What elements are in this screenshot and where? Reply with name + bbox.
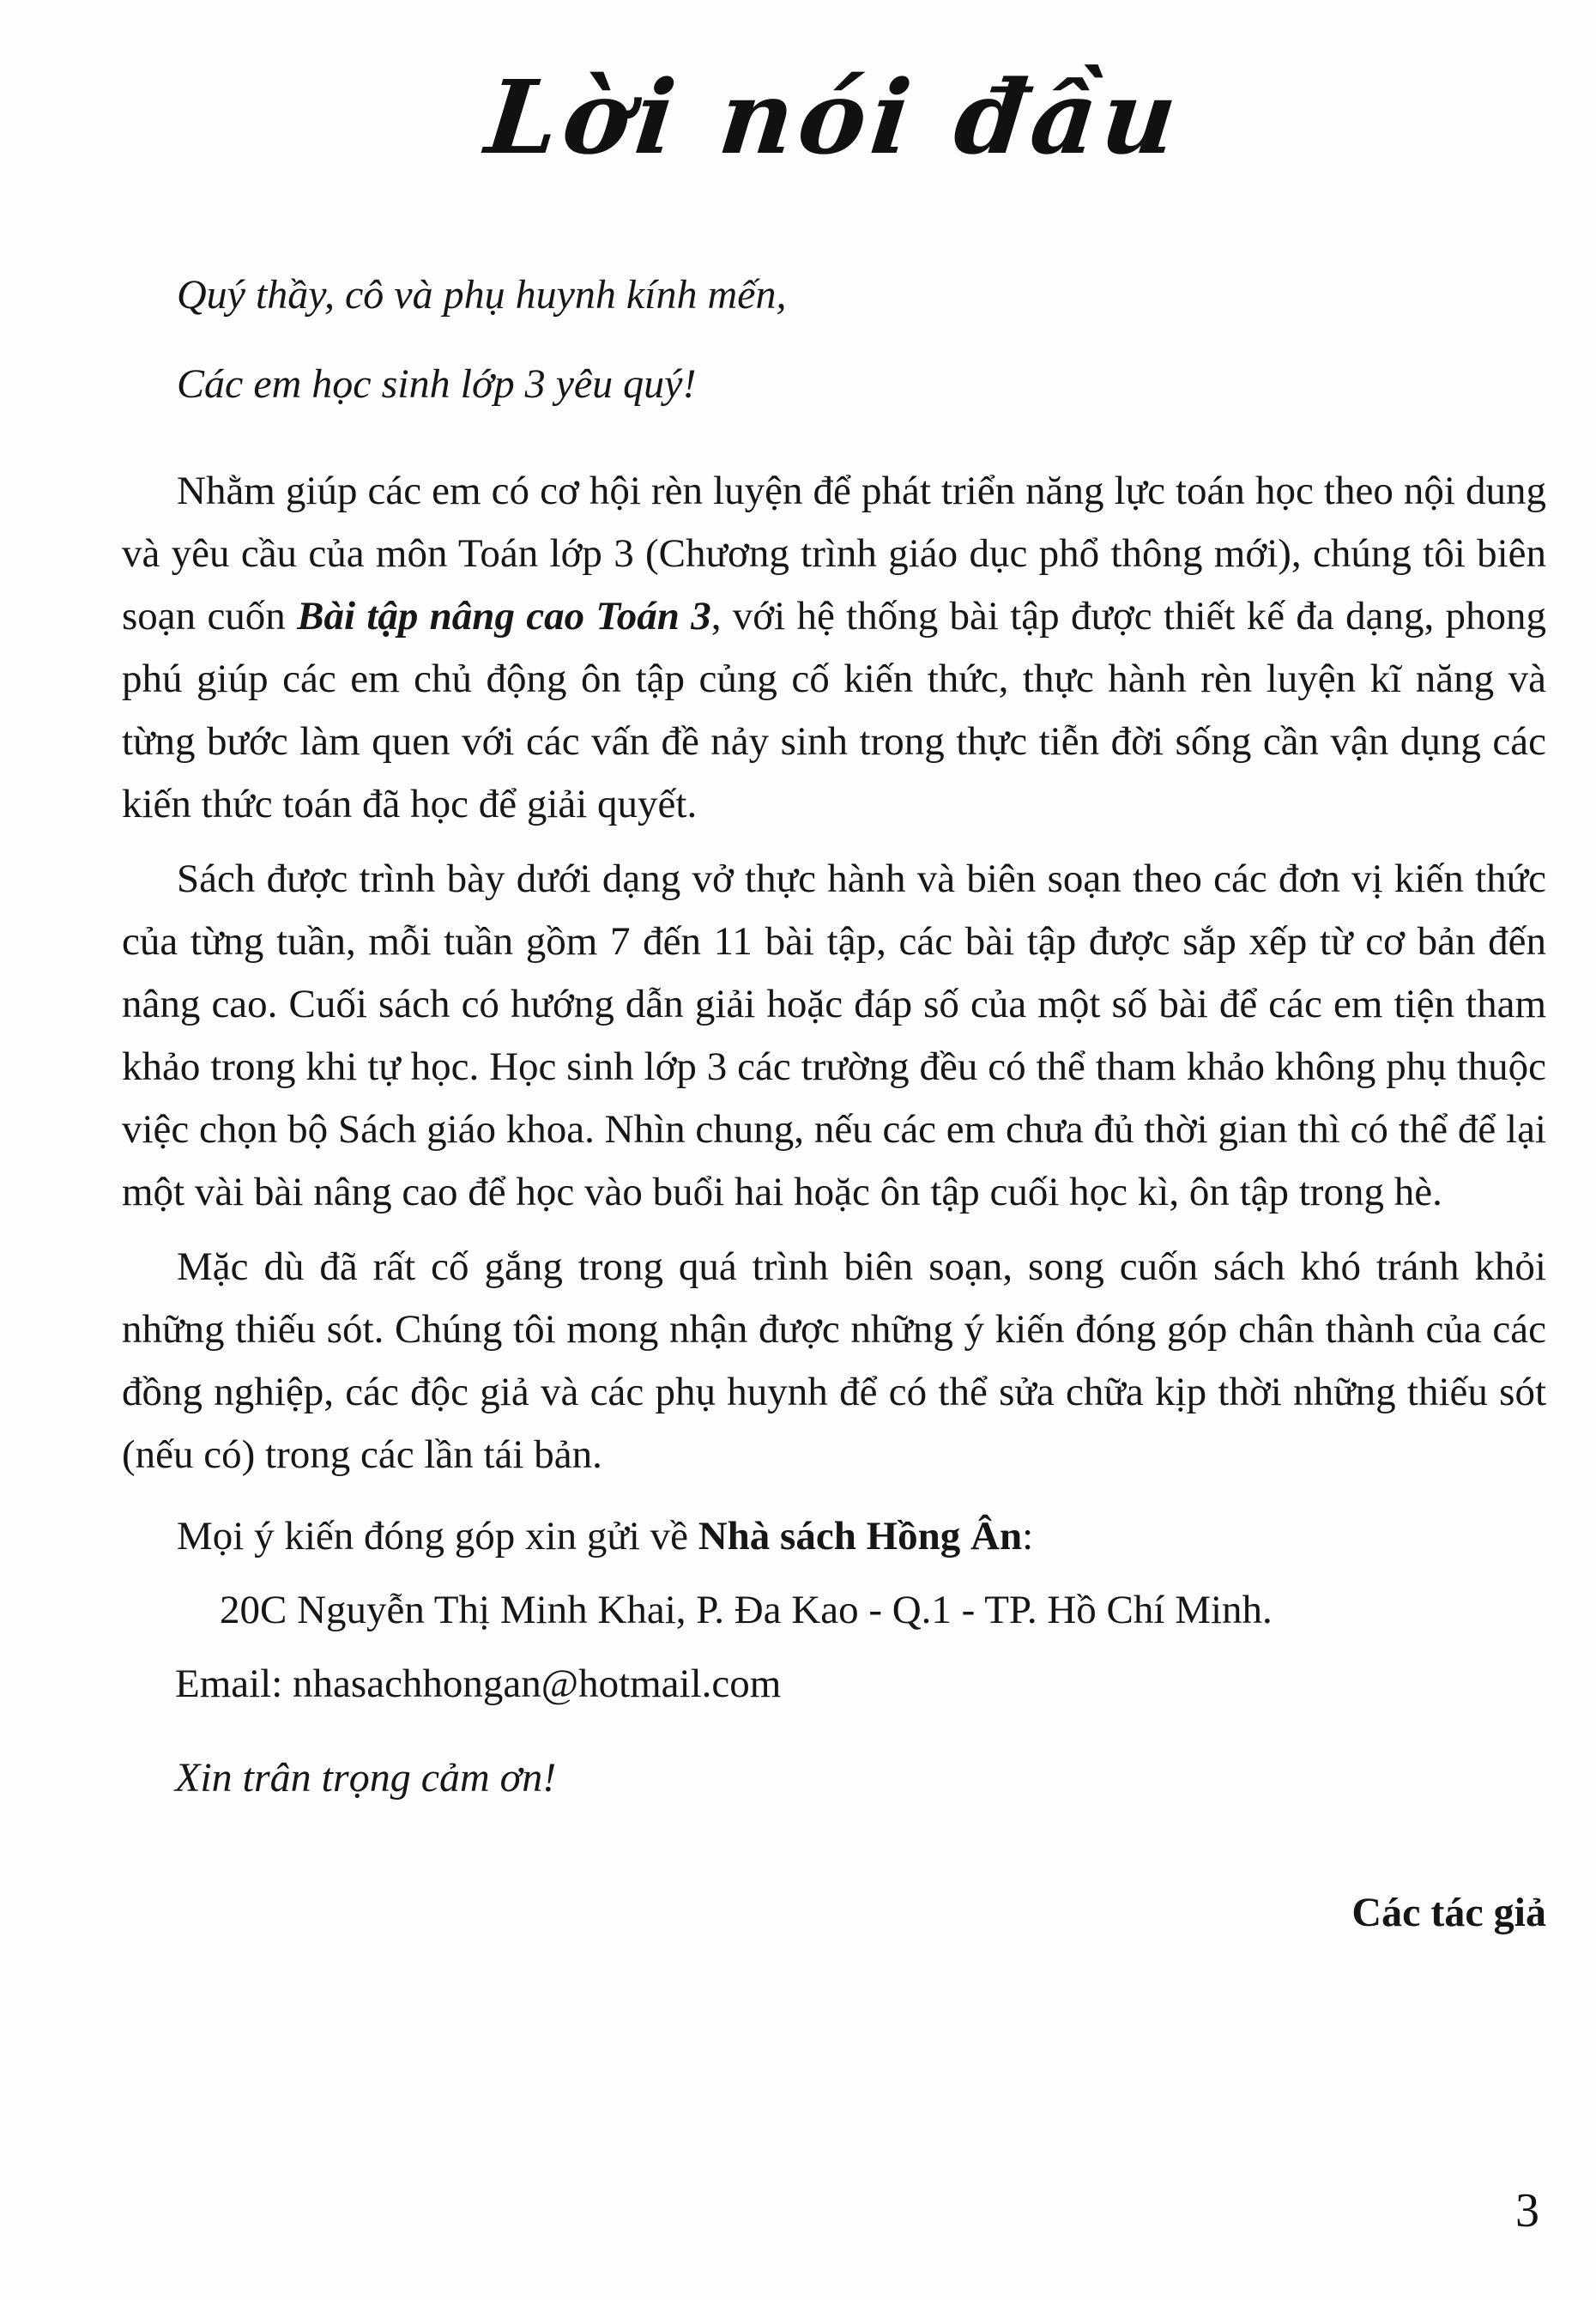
- publisher-email: Email: nhasachhongan@hotmail.com: [175, 1661, 782, 1706]
- publisher-address: 20C Nguyễn Thị Minh Khai, P. Đa Kao - Q.1 - TP. Hồ Chí Minh.: [220, 1588, 1273, 1632]
- paragraph-1-text: Nhằm giúp các em có cơ hội rèn luyện để phát triển năng lực toán học theo nội dung và yêu cầu của môn Toán lớp 3 (Chương trình giáo dục phổ thông mới), chúng tôi biên soạn cuốn: [122, 469, 1546, 639]
- paragraph-3: Mặc dù đã rất cố gắng trong quá trình biên soạn, song cuốn sách khó tránh khỏi những thiếu sót. Chúng tôi mong nhận được những ý kiến đóng góp chân thành của các đồng nghiệp, các độc giả và các phụ huynh để có thể sửa chữa kịp thời những thiếu sót (nếu có) trong các lần tái bản.: [122, 1244, 1546, 1477]
- publisher-name: Nhà sách Hồng Ân: [698, 1514, 1023, 1559]
- authors-signature: Các tác giả: [1351, 1890, 1546, 1935]
- paragraph-4-colon: :: [1022, 1514, 1034, 1559]
- paragraph-4-text: Mọi ý kiến đóng góp xin gửi về: [177, 1514, 698, 1559]
- paragraph-1: [122, 460, 1546, 836]
- page-number: 3: [1515, 2184, 1539, 2237]
- paragraph-2: Sách được trình bày dưới dạng vở thực hành và biên soạn theo các đơn vị kiến thức của từng tuần, mỗi tuần gồm 7 đến 11 bài tập, các bài tập được sắp xếp từ cơ bản đến nâng cao. Cuối sách có hướng dẫn giải hoặc đáp số của một số bài để các em tiện tham khảo trong khi tự học. Học sinh lớp 3 các trường đều có thể tham khảo không phụ thuộc việc chọn bộ Sách giáo khoa. Nhìn chung, nếu các em chưa đủ thời gian thì có thể để lại một vài bài nâng cao để học vào buổi hai hoặc ôn tập cuối học kì, ôn tập trong hè.: [122, 856, 1546, 1214]
- closing-line: Xin trân trọng cảm ơn!: [175, 1755, 557, 1801]
- greeting-line-1: Quý thầy, cô và phụ huynh kính mến,: [177, 272, 787, 318]
- paragraph-4: [122, 1505, 1546, 1568]
- paragraph-1-text-continued: , với hệ thống bài tập được thiết kế đa dạng, phong phú giúp các em chủ động ôn tập củng cố kiến thức, thực hành rèn luyện kĩ năng và từng bước làm quen với các vấn đề nảy sinh trong thực tiễn đời sống cần vận dụng các kiến thức toán đã học để giải quyết.: [122, 594, 1547, 826]
- greeting-line-2: Các em học sinh lớp 3 yêu quý!: [177, 361, 697, 407]
- book-title-emphasis: Bài tập nâng cao Toán 3: [297, 594, 711, 639]
- page-title: Lời nói đầu: [481, 58, 1188, 177]
